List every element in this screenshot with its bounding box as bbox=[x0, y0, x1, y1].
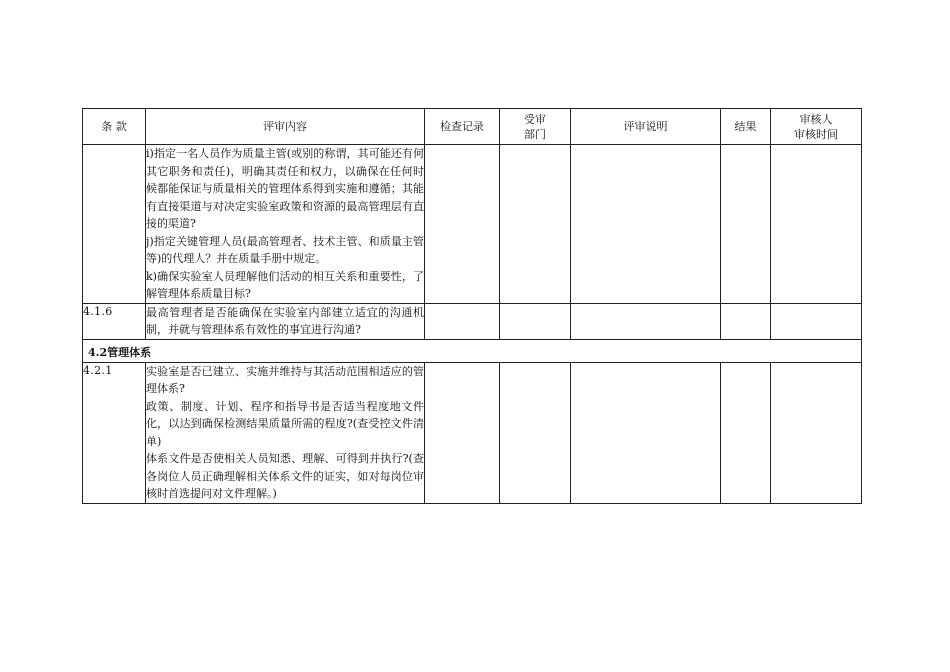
table-row bbox=[83, 362, 862, 503]
audited-department-cell[interactable] bbox=[500, 145, 571, 304]
inspection-record-cell[interactable] bbox=[425, 145, 500, 304]
review-item: k)确保实验室人员理解他们活动的相互关系和重要性，了解管理体系质量目标? bbox=[146, 269, 424, 300]
auditor-time-cell[interactable] bbox=[771, 362, 862, 503]
table-header-row bbox=[83, 109, 862, 145]
audit-checklist-table bbox=[82, 108, 862, 504]
review-notes-cell[interactable] bbox=[571, 145, 721, 304]
header-inspection-record: 检查记录 bbox=[425, 109, 500, 145]
review-content-cell bbox=[146, 362, 425, 503]
header-review-content: 评审内容 bbox=[146, 109, 425, 145]
header-review-notes: 评审说明 bbox=[571, 109, 721, 145]
result-cell[interactable] bbox=[721, 303, 771, 339]
result-cell[interactable] bbox=[721, 145, 771, 304]
table-row bbox=[83, 303, 862, 339]
review-content-cell bbox=[146, 145, 425, 304]
clause-cell bbox=[83, 145, 146, 304]
section-title: 4.2管理体系 bbox=[83, 339, 862, 362]
inspection-record-cell[interactable] bbox=[425, 362, 500, 503]
review-item: i)指定一名人员作为质量主管(或别的称谓，其可能还有何其它职务和责任)，明确其责任和权力，以确保在任何时候都能保证与质量相关的管理体系得到实施和遵循；其能有直接渠道与对决定实验室政策和资源的最高管理层有直接的渠道? bbox=[146, 147, 424, 230]
clause-cell: 4.2.1 bbox=[83, 362, 146, 503]
header-clause: 条 款 bbox=[83, 109, 146, 145]
auditor-time-cell[interactable] bbox=[771, 145, 862, 304]
review-item: 实验室是否已建立、实施并维持与其活动范围相适应的管理体系? bbox=[146, 364, 424, 395]
review-item: 体系文件是否使相关人员知悉、理解、可得到并执行?(查各岗位人员正确理解相关体系文件的证实，如对每岗位审核时首选提问对文件理解。) bbox=[146, 452, 424, 500]
review-notes-cell[interactable] bbox=[571, 303, 721, 339]
review-content-cell bbox=[146, 303, 425, 339]
review-item: 政策、制度、计划、程序和指导书是否适当程度地文件化，以达到确保检测结果质量所需的程度?(查受控文件清单) bbox=[146, 399, 424, 448]
header-result: 结果 bbox=[721, 109, 771, 145]
header-auditor-time: 审核人 审核时间 bbox=[771, 109, 862, 145]
section-heading-row bbox=[83, 339, 862, 362]
table-row bbox=[83, 145, 862, 304]
header-audited-department: 受审 部门 bbox=[500, 109, 571, 145]
audited-department-cell[interactable] bbox=[500, 362, 571, 503]
result-cell[interactable] bbox=[721, 362, 771, 503]
clause-cell: 4.1.6 bbox=[83, 303, 146, 339]
audited-department-cell[interactable] bbox=[500, 303, 571, 339]
inspection-record-cell[interactable] bbox=[425, 303, 500, 339]
auditor-time-cell[interactable] bbox=[771, 303, 862, 339]
review-item: 最高管理者是否能确保在实验室内部建立适宜的沟通机制，并就与管理体系有效性的事宜进行沟通? bbox=[146, 305, 424, 336]
review-notes-cell[interactable] bbox=[571, 362, 721, 503]
review-item: j)指定关键管理人员(最高管理者、技术主管、和质量主管等)的代理人？并在质量手册中规定。 bbox=[146, 234, 424, 265]
